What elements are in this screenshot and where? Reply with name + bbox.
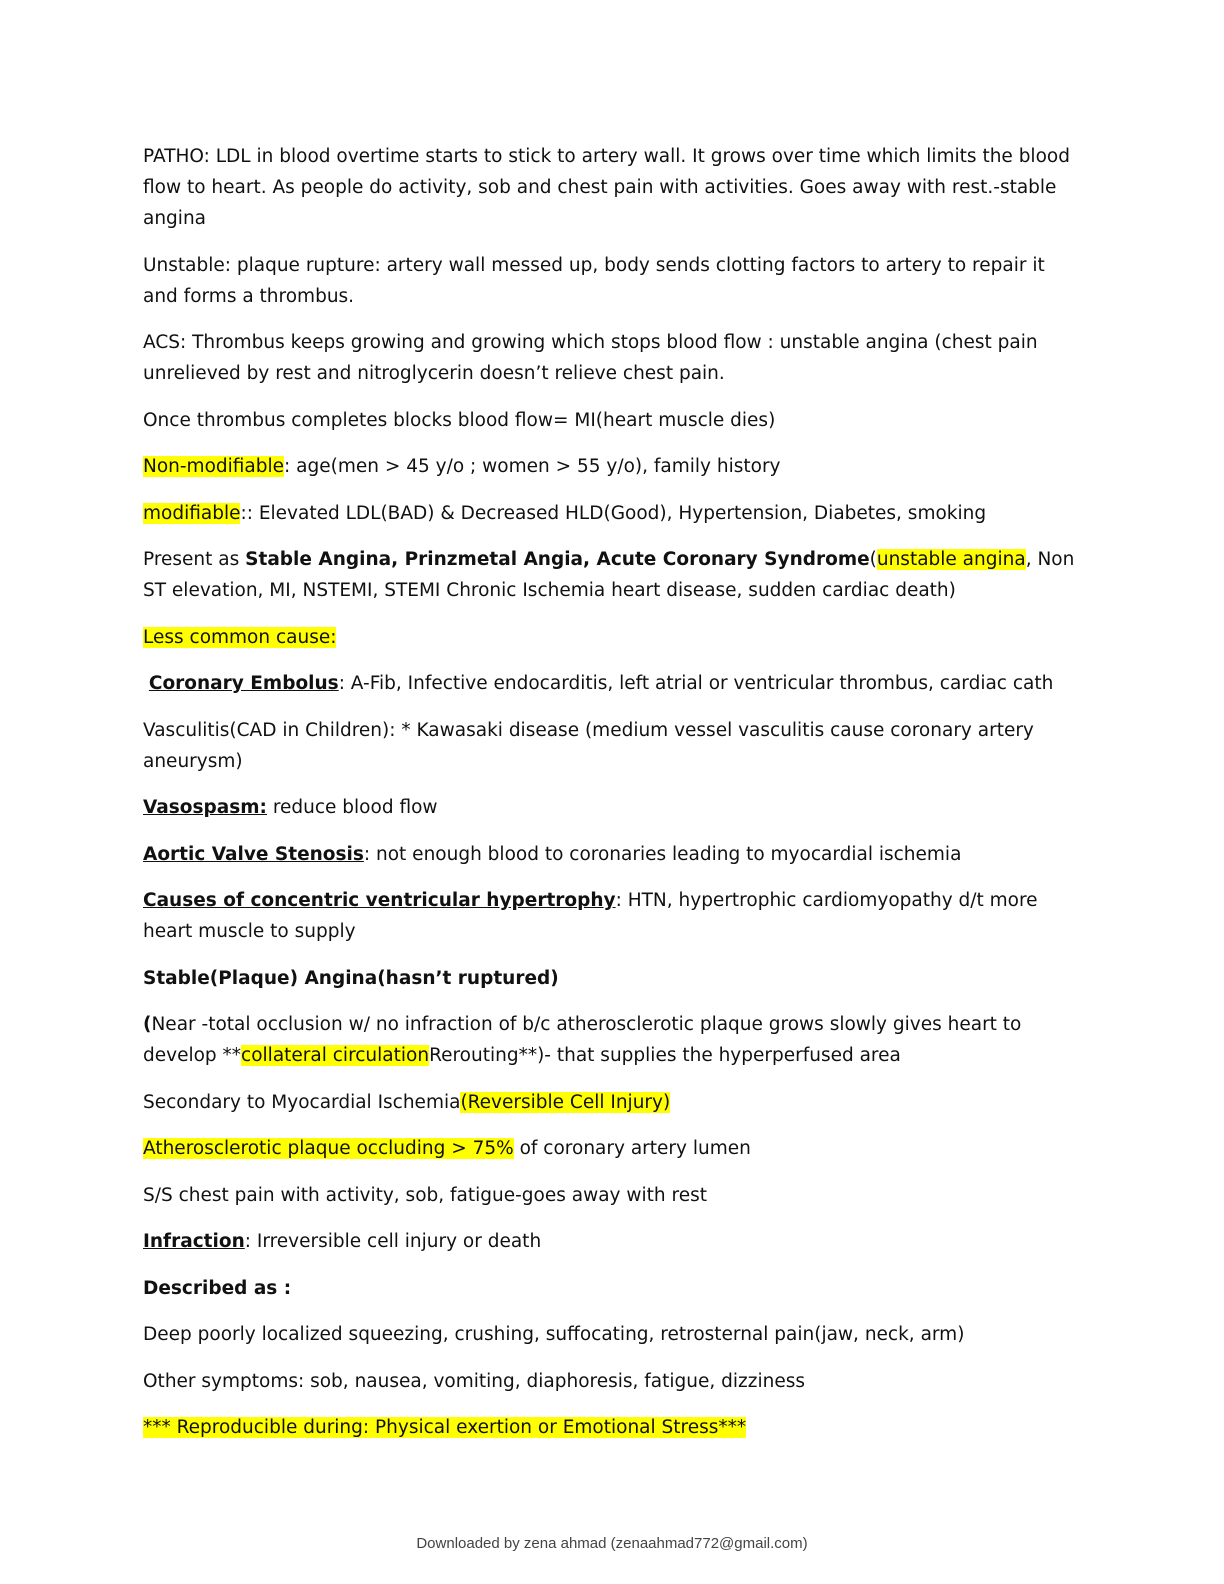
mi-paragraph — [143, 405, 1078, 436]
stable-angina-heading-text: Stable(Plaque) Angina(hasn’t ruptured) — [143, 967, 559, 989]
signs-symptoms-text: S/S chest pain with activity, sob, fatigue-goes away with rest — [143, 1184, 707, 1206]
non-modifiable-paragraph — [143, 451, 1078, 482]
aortic-stenosis-term: Aortic Valve Stenosis — [143, 843, 364, 865]
patho-text: PATHO: LDL in blood overtime starts to stick to artery wall. It grows over time which limits the blood flow to heart. As people do activity, sob and chest pain with activities. Goes away with rest.-stable angina — [143, 146, 1070, 229]
non-modifiable-term: Non-modifiable — [143, 456, 285, 477]
unstable-angina-highlight: unstable angina — [876, 549, 1026, 570]
reproducible-highlight: *** Reproducible during: Physical exertion or Emotional Stress*** — [143, 1417, 747, 1438]
vasospasm-text: reduce blood flow — [266, 797, 438, 818]
pain-description-paragraph — [143, 1319, 1078, 1350]
vasculitis-text: Vasculitis(CAD in Children): * Kawasaki disease (medium vessel vasculitis cause coronary artery aneurysm) — [143, 719, 1034, 772]
hypertrophy-paragraph — [143, 885, 1078, 947]
infraction-paragraph — [143, 1226, 1078, 1257]
acs-term: Acute Coronary Syndrome — [596, 549, 870, 570]
patho-paragraph — [143, 141, 1078, 234]
plaque-occluding-paragraph — [143, 1133, 1078, 1164]
collateral-open-paren: ( — [143, 1014, 152, 1035]
plaque-occluding-highlight: Atherosclerotic plaque occluding > 75% — [143, 1138, 514, 1159]
coronary-embolus-paragraph — [143, 668, 1078, 699]
coronary-embolus-term: Coronary Embolus — [148, 673, 339, 694]
separator-1: , — [391, 549, 405, 570]
document-body — [143, 141, 1078, 1459]
other-symptoms-paragraph — [143, 1366, 1078, 1397]
vasculitis-paragraph — [143, 715, 1078, 777]
vasospasm-paragraph — [143, 792, 1078, 823]
aortic-stenosis-paragraph — [143, 839, 1078, 870]
hypertrophy-term: Causes of concentric ventricular hypertrophy — [143, 890, 616, 911]
unstable-paragraph — [143, 250, 1078, 312]
collateral-highlight: collateral circulation — [241, 1045, 430, 1066]
secondary-ischemia-paragraph — [143, 1087, 1078, 1118]
less-common-text: Less common cause: — [143, 626, 337, 648]
signs-symptoms-paragraph — [143, 1180, 1078, 1211]
secondary-ischemia-text: Secondary to Myocardial Ischemia — [143, 1091, 461, 1113]
stable-angina-heading — [143, 963, 1078, 994]
infraction-text: : Irreversible cell injury or death — [244, 1231, 542, 1252]
infraction-term: Infraction — [143, 1231, 245, 1252]
prinzmetal-term: Prinzmetal Angia — [404, 549, 584, 570]
collateral-rest: Rerouting**)- that supplies the hyperperfused area — [429, 1045, 901, 1066]
vasospasm-term: Vasospasm: — [143, 797, 267, 818]
collateral-paragraph — [143, 1009, 1078, 1071]
coronary-embolus-text: : A-Fib, Infective endocarditis, left atrial or ventricular thrombus, cardiac cath — [338, 673, 1054, 694]
aortic-stenosis-text: : not enough blood to coronaries leading to myocardial ischemia — [363, 843, 962, 865]
non-modifiable-text: : age(men > 45 y/o ; women > 55 y/o), family history — [284, 456, 781, 477]
plaque-occluding-rest: of coronary artery lumen — [513, 1138, 751, 1159]
less-common-heading — [143, 622, 1078, 653]
present-as-prefix: Present as — [143, 549, 246, 570]
reproducible-paragraph — [143, 1412, 1078, 1443]
reversible-injury-highlight: (Reversible Cell Injury) — [460, 1091, 671, 1113]
acs-paragraph — [143, 327, 1078, 389]
other-symptoms-text: Other symptoms: sob, nausea, vomiting, diaphoresis, fatigue, dizziness — [143, 1370, 805, 1392]
separator-2: , — [583, 549, 597, 570]
pain-description-text: Deep poorly localized squeezing, crushing, suffocating, retrosternal pain(jaw, neck, arm) — [143, 1324, 965, 1345]
modifiable-paragraph — [143, 498, 1078, 529]
stable-angina-term: Stable Angina — [245, 549, 392, 570]
modifiable-text: :: Elevated LDL(BAD) & Decreased HLD(Good), Hypertension, Diabetes, smoking — [240, 502, 987, 524]
hypertrophy-text: : HTN, hypertrophic cardiomyopathy d/t more heart muscle to supply — [143, 890, 1038, 942]
described-as-text: Described as : — [143, 1277, 292, 1299]
present-as-rest: , Non ST elevation, MI, NSTEMI, STEMI Chronic Ischemia heart disease, sudden cardiac death) — [143, 549, 1075, 601]
described-as-heading — [143, 1273, 1078, 1304]
download-footer: Downloaded by zena ahmad (zenaahmad772@gmail.com) — [416, 1535, 808, 1552]
acs-text: ACS: Thrombus keeps growing and growing which stops blood flow : unstable angina (chest pain unrelieved by rest and nitroglycerin doesn’t relieve chest pain. — [143, 332, 1038, 384]
present-as-paragraph — [143, 544, 1078, 606]
collateral-prefix: Near -total occlusion w/ no infraction of b/c atherosclerotic plaque grows slowly gives heart to develop ** — [143, 1014, 1022, 1066]
modifiable-term: modifiable — [143, 502, 241, 524]
open-paren: ( — [869, 549, 877, 570]
mi-text: Once thrombus completes blocks blood flow= MI(heart muscle dies) — [143, 409, 776, 431]
unstable-text: Unstable: plaque rupture: artery wall messed up, body sends clotting factors to artery to repair it and forms a thrombus. — [143, 254, 1045, 307]
